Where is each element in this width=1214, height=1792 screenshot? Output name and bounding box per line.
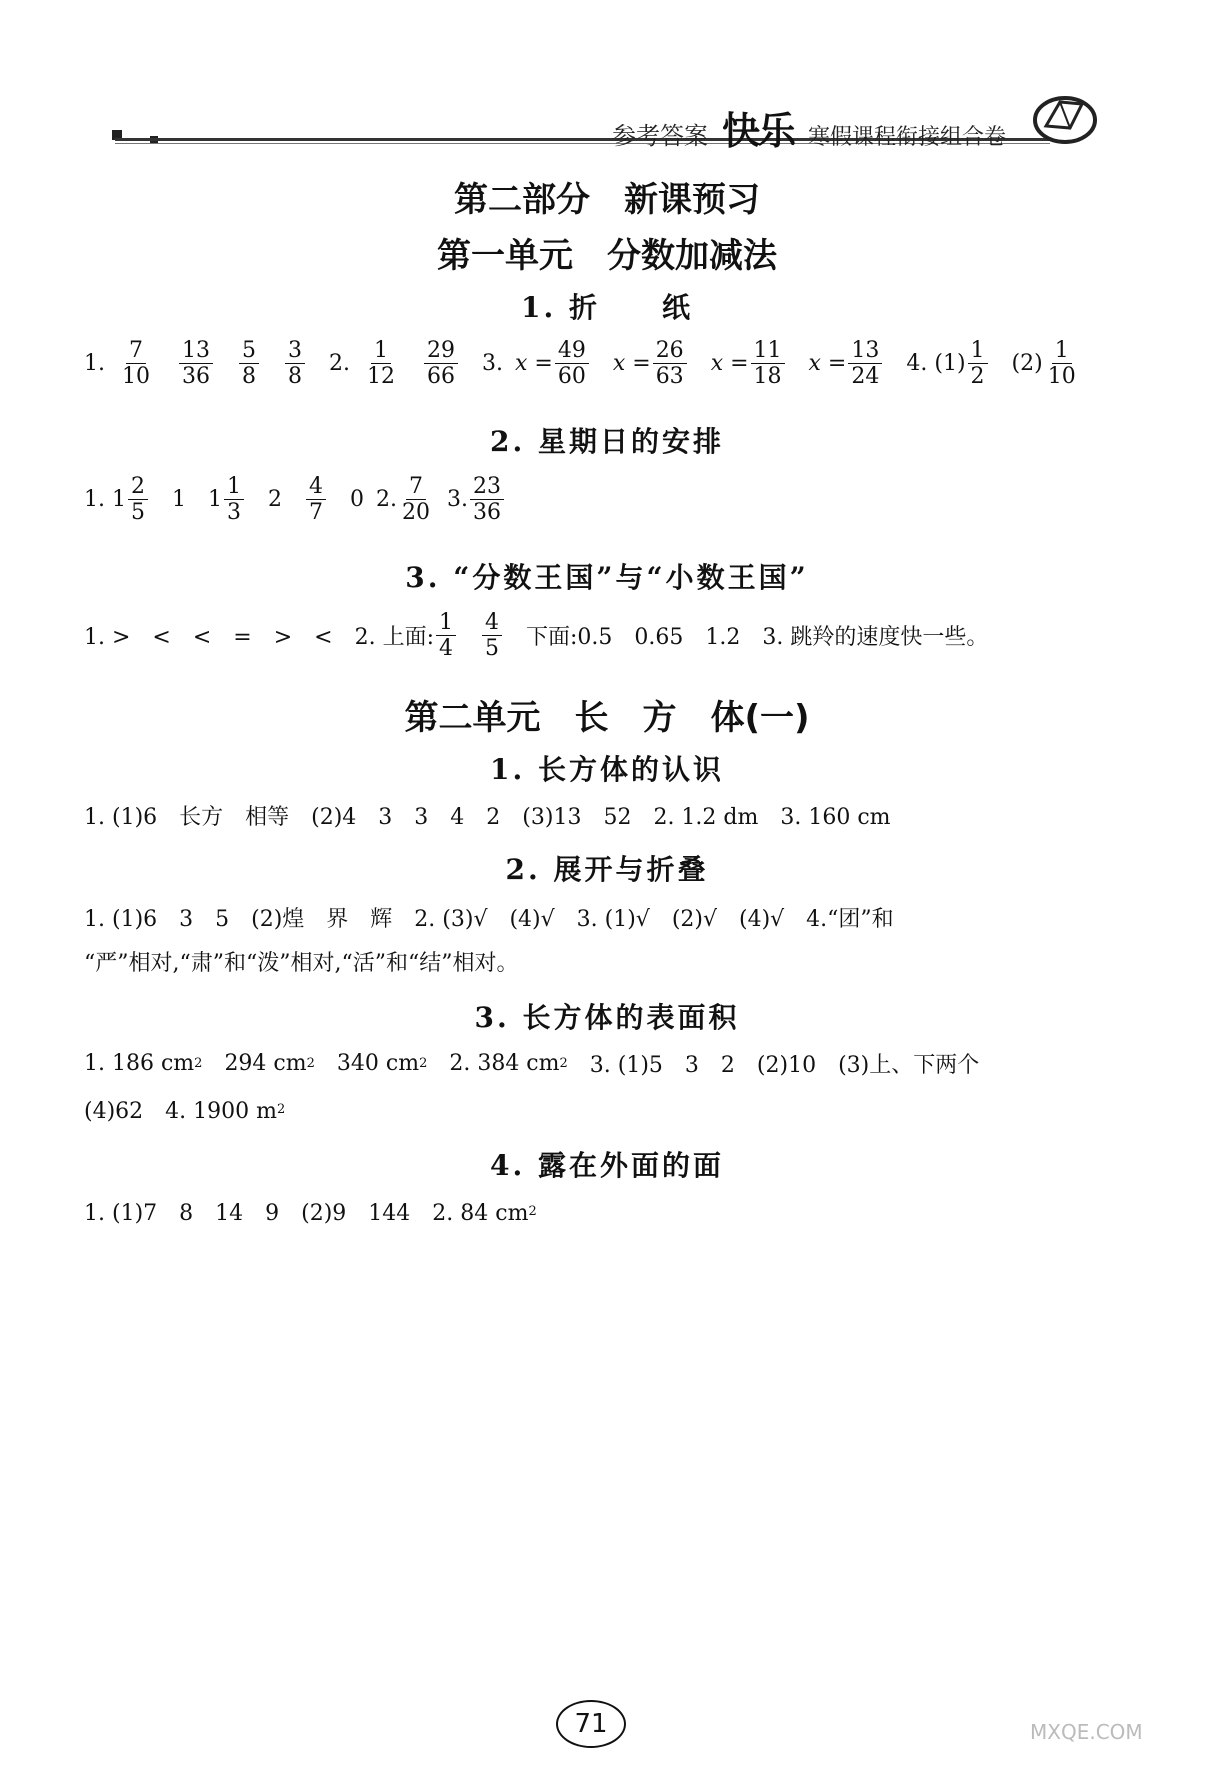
fraction: $\frac{7}{20}$ (401, 474, 430, 526)
unit1-section1-title: 1. 折 纸 (521, 291, 693, 324)
question-number: 1. 1 (84, 487, 126, 513)
unit1-title: 第一单元 分数加减法 (437, 236, 777, 276)
answer-text: (4)62 4. 1900 m (84, 1099, 277, 1124)
answer-text: 下面:0.5 0.65 1.2 (526, 625, 741, 651)
variable-label: x = (612, 351, 651, 377)
unit1-section3-title: 3. “分数王国”与“小数王国” (405, 561, 809, 594)
header-brand: 快乐 (722, 109, 795, 153)
fraction: $\frac{7}{10}$ (122, 338, 150, 390)
answer-text: 1. 186 cm (84, 1051, 195, 1076)
page-number: 71 (556, 1700, 626, 1748)
fraction: $\frac{1}{12}$ (367, 338, 395, 390)
fraction: $\frac{1}{2}$ (968, 338, 988, 390)
answer-value: 0 (349, 487, 364, 513)
answer-value: 1 (207, 487, 222, 513)
question-number: 4. (1) (906, 351, 966, 377)
unit2-section1-answers: 1. (1)6 长方 相等 (2)4 3 3 4 2 (3)13 52 2. 1.2 dm 3. 160 cm (84, 805, 891, 830)
fraction: $\frac{1}{10}$ (1047, 338, 1076, 390)
answer-text: 1. (1)7 8 14 9 (2)9 144 2. 84 cm (84, 1201, 529, 1226)
fraction: $\frac{5}{8}$ (239, 338, 259, 390)
variable-label: x = (710, 351, 749, 377)
unit1-section1-answers (84, 338, 1081, 390)
answer-value: 2 (267, 487, 282, 513)
exponent: 2 (559, 1056, 568, 1071)
watermark: MXQE.COM (1030, 1720, 1143, 1744)
fraction: $\frac{49}{60}$ (555, 338, 589, 390)
fraction: $\frac{3}{8}$ (285, 338, 305, 390)
question-number: 1. (84, 351, 105, 377)
unit1-section2-answers (84, 474, 506, 526)
fraction: $\frac{4}{5}$ (482, 610, 502, 662)
fraction: $\frac{13}{24}$ (848, 338, 882, 390)
answer-text: 3. (1)5 3 2 (2)10 (3)上、下两个 (589, 1053, 980, 1078)
unit2-section2-title: 2. 展开与折叠 (505, 853, 709, 886)
unit2-section3-answers-line2 (84, 1094, 285, 1125)
answer-text: 2. 384 cm (449, 1051, 560, 1076)
fraction: $\frac{11}{18}$ (751, 338, 785, 390)
answer-text: 294 cm (224, 1051, 307, 1076)
answer-text: 1. > < < = > < (84, 625, 333, 651)
question-number: 3. (482, 351, 503, 377)
unit2-section2-answers-line1: 1. (1)6 3 5 (2)煌 界 辉 2. (3)√ (4)√ 3. (1)√ (2)√ (4)√ 4.“团”和 (84, 907, 894, 932)
exponent: 2 (194, 1056, 203, 1071)
fraction: $\frac{4}{7}$ (306, 474, 326, 526)
question-number: 3. (446, 487, 468, 513)
question-number: 2. (329, 351, 350, 377)
question-number: (2) (1011, 351, 1043, 377)
unit2-section1-title: 1. 长方体的认识 (490, 753, 724, 786)
fraction: $\frac{29}{66}$ (424, 338, 458, 390)
fraction: $\frac{13}{36}$ (179, 338, 213, 390)
header-title (612, 100, 1006, 155)
variable-label: x = (808, 351, 847, 377)
fraction: $\frac{26}{63}$ (653, 338, 687, 390)
page-header (0, 0, 1214, 160)
fraction: $\frac{23}{36}$ (470, 474, 504, 526)
question-number: 2. (375, 487, 397, 513)
answer-text: 2. 上面: (354, 625, 434, 651)
exponent: 2 (528, 1204, 537, 1219)
book-logo-icon (1030, 86, 1100, 148)
fraction: $\frac{1}{3}$ (224, 474, 244, 526)
exponent: 2 (276, 1102, 286, 1117)
unit2-title: 第二单元 长 方 体(一) (404, 698, 810, 738)
answer-text: 340 cm (336, 1051, 420, 1076)
unit2-section4-title: 4. 露在外面的面 (490, 1149, 724, 1182)
unit2-section3-answers-line1 (84, 1048, 979, 1079)
unit1-section2-title: 2. 星期日的安排 (490, 425, 724, 458)
fraction: $\frac{1}{4}$ (436, 610, 456, 662)
variable-label: x = (515, 351, 553, 377)
fraction: $\frac{2}{5}$ (128, 474, 148, 526)
unit2-section3-title: 3. 长方体的表面积 (474, 1001, 740, 1034)
answer-value: 1 (171, 487, 186, 513)
unit2-section2-answers-line2: “严”相对,“肃”和“泼”相对,“活”和“结”相对。 (84, 951, 519, 976)
part-title: 第二部分 新课预习 (454, 180, 760, 220)
answer-text: 3. 跳羚的速度快一些。 (762, 625, 989, 651)
exponent: 2 (419, 1056, 428, 1071)
unit2-section4-answers (84, 1196, 537, 1227)
exponent: 2 (306, 1056, 315, 1071)
unit1-section3-answers (84, 610, 988, 662)
header-ref: 参考答案 (612, 122, 708, 150)
header-series: 寒假课程衔接组合卷 (808, 125, 1007, 150)
